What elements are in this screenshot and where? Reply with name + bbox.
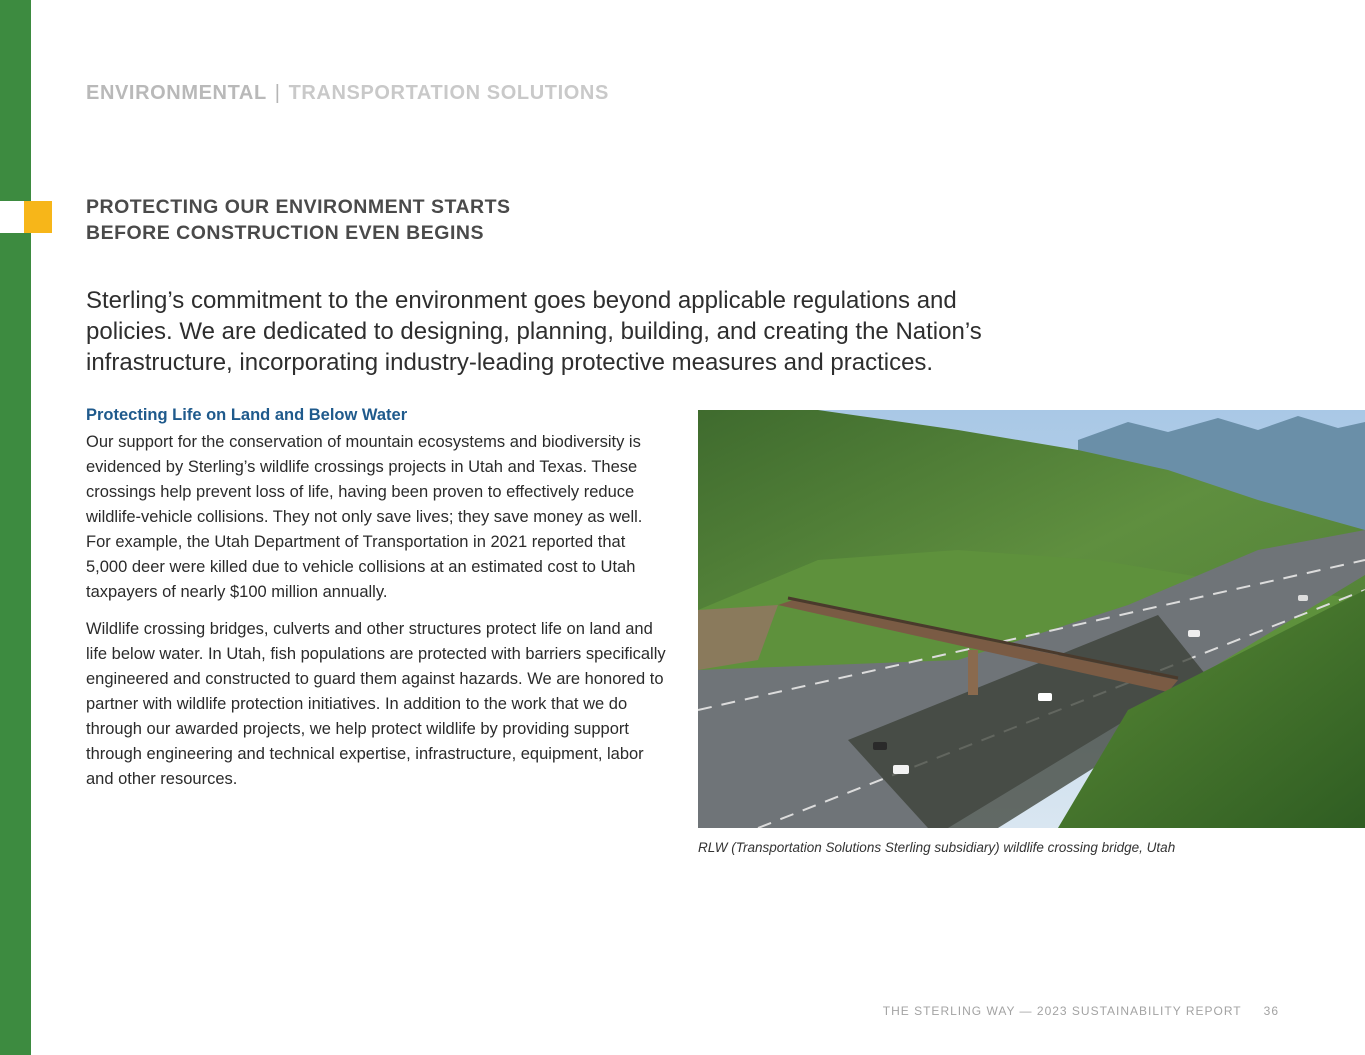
car-2: [893, 765, 909, 774]
page-headline: [86, 194, 511, 246]
car-5: [1298, 595, 1308, 601]
intro-statement: Sterling’s commitment to the environment goes beyond applicable regulations and policies. We are dedicated to designing, planning, building, and creating the Nation’s infrastructure, incorporating industry-leading protective measures and practices.: [86, 287, 982, 376]
section-separator: |: [274, 82, 281, 104]
car-4: [1188, 630, 1200, 637]
article-subtitle: Protecting Life on Land and Below Water: [86, 406, 408, 424]
car-3: [873, 742, 887, 750]
headline-line-2: BEFORE CONSTRUCTION EVEN BEGINS: [86, 222, 484, 244]
section-marker-gap: [0, 201, 24, 233]
photo-caption: RLW (Transportation Solutions Sterling subsidiary) wildlife crossing bridge, Utah: [698, 840, 1176, 855]
photo-illustration: [698, 410, 1365, 828]
section-header: [86, 82, 609, 105]
article-paragraph-1: Our support for the conservation of mountain ecosystems and biodiversity is evidenced by Sterling’s wildlife crossings projects in Utah and Texas. These crossings help prevent loss of life, having been proven to effectively reduce wildlife-vehicle collisions. They not only save lives; they save money as well. For example, the Utah Department of Transportation in 2021 reported that 5,000 deer were killed due to vehicle collisions at an estimated cost to Utah taxpayers of nearly $100 million annually.: [86, 433, 643, 601]
article-paragraph-2: Wildlife crossing bridges, culverts and other structures protect life on land and life below water. In Utah, fish populations are protected with barriers specifically engineered and constructed to guard them against hazards. We are honored to partner with wildlife protection initiatives. In addition to the work that we do through our awarded projects, we help protect wildlife by providing support through engineering and technical expertise, infrastructure, equipment, labor and other resources.: [86, 620, 666, 788]
section-marker-tab: [24, 201, 52, 233]
section-category: ENVIRONMENTAL: [86, 82, 267, 104]
bridge-pier: [968, 650, 978, 695]
page-footer: [883, 1004, 1279, 1018]
section-marker: [0, 201, 52, 233]
article-body: [86, 430, 671, 804]
side-color-bar: [0, 0, 31, 1055]
headline-line-1: PROTECTING OUR ENVIRONMENT STARTS: [86, 196, 511, 218]
section-topic: TRANSPORTATION SOLUTIONS: [288, 82, 609, 104]
page-number: 36: [1263, 1004, 1279, 1018]
wildlife-crossing-photo: [698, 410, 1365, 828]
footer-report-title: THE STERLING WAY — 2023 SUSTAINABILITY REPORT: [882, 1004, 1242, 1018]
car-1: [1038, 693, 1052, 701]
